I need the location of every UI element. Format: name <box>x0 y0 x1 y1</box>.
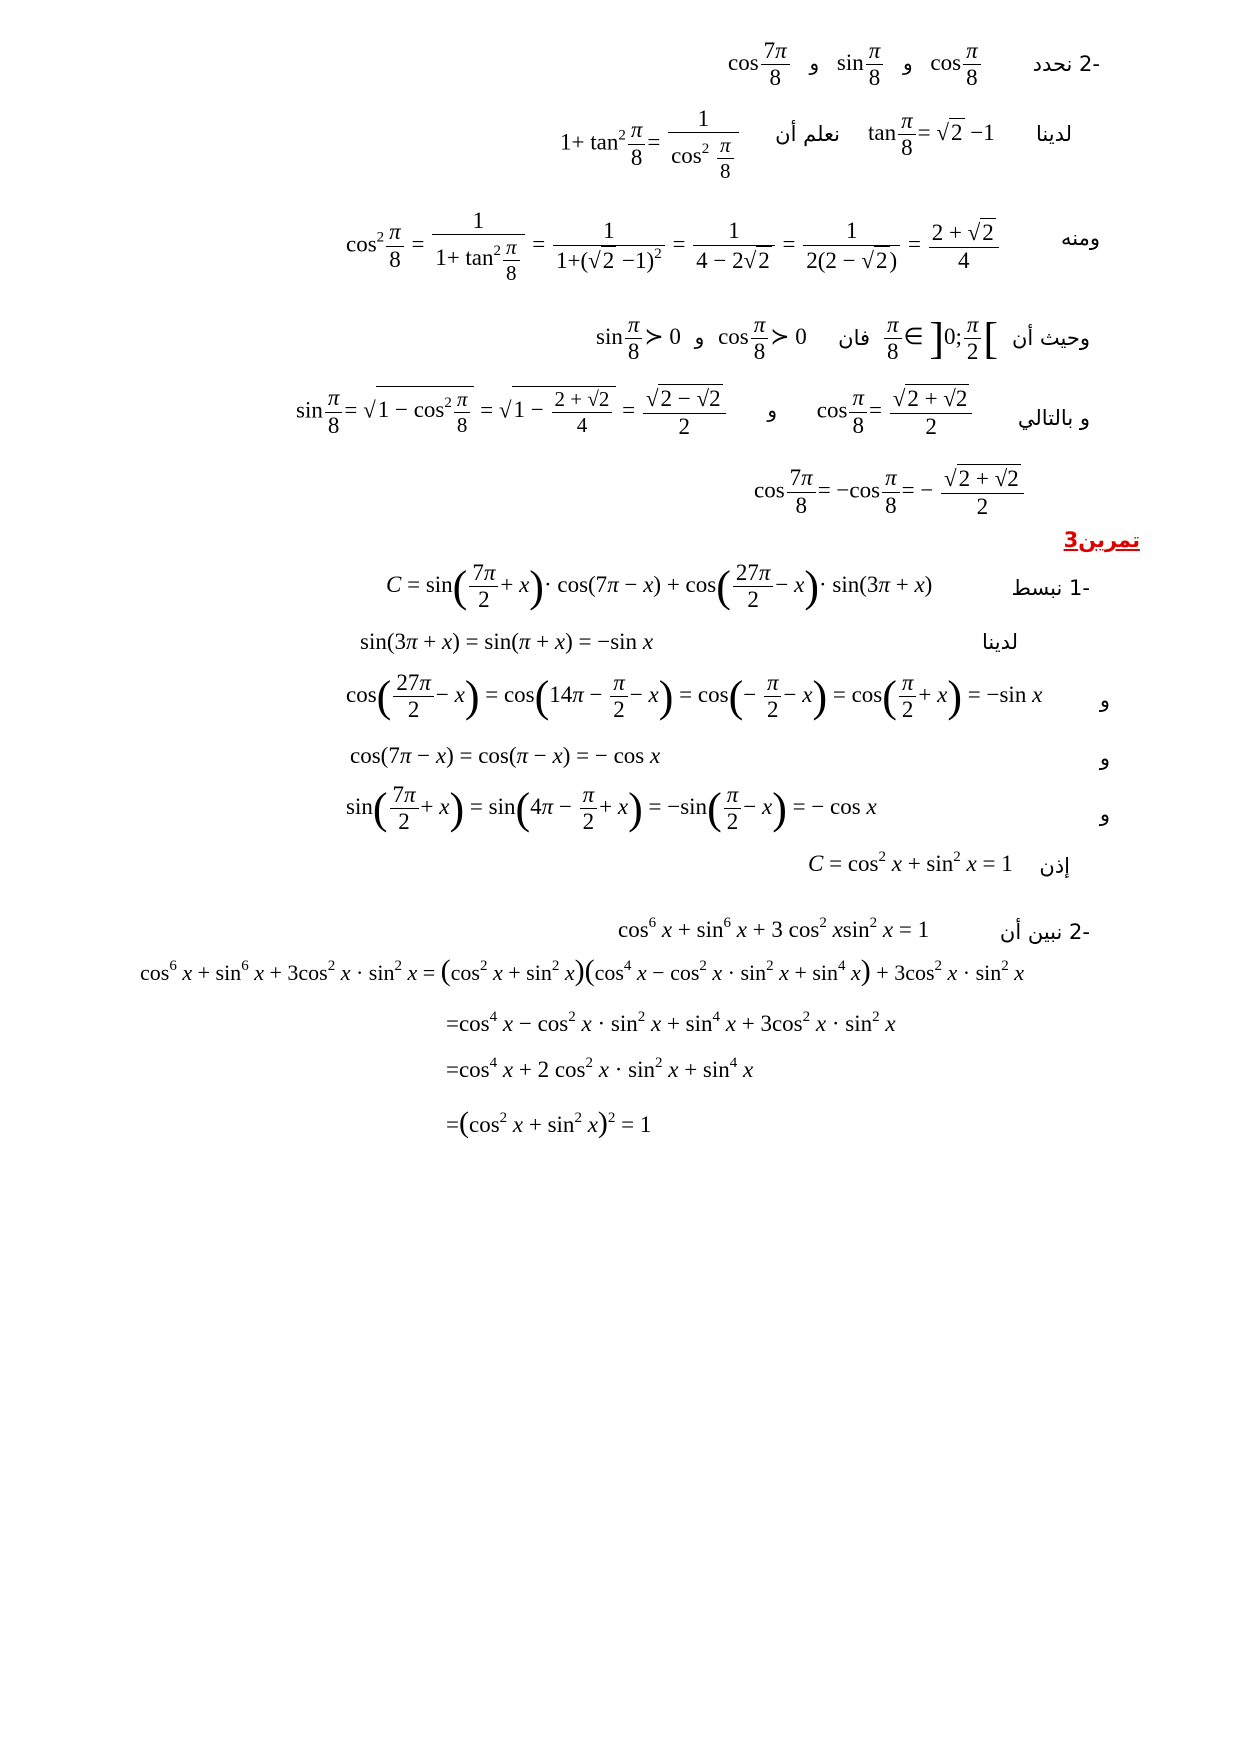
q2-step-1: $\cos^6 x + \sin^6 x + 3\cos^2$ $x \cdot \sin^2 x = (\cos^2$ $x + \sin^2 x)(\cos^4$ $x - \cos^2 x \cdot \sin^2 x + \sin^4 x) + 3\cos^2$ $x \cdot \sin^2 x$ <box>140 954 1025 987</box>
cos-27pi-2-minus-x: cos( $\frac{27\pi}{2}$ − x) = cos(14π − $\frac{\pi}{2}$ − x) = cos(− $\frac{\pi}{2}$ − x) = cos( $\frac{\pi}{2}$ + x) = −sin x <box>346 670 1043 723</box>
C-result: $C = \cos^2 x + \sin^2 x = 1$ <box>808 849 1013 876</box>
q1-label: -1 نبسط <box>1011 576 1090 600</box>
and-word: و <box>809 51 820 76</box>
and-word: و <box>767 398 778 423</box>
tan-pi-8-value: tan $\frac{\pi}{8}$ = √2 −1 <box>868 108 995 161</box>
q2-label: -2 نبين أن <box>999 920 1090 944</box>
and-word: و <box>903 51 913 76</box>
and-word: و <box>694 325 705 350</box>
sin-3pi-plus-x: sin(3π + x) = sin(π + x) = −sin x <box>360 629 654 654</box>
cos-7pi-minus-x: cos(7π − x) = cos(π − x) = − cos x <box>350 743 661 768</box>
q2-step-2: $=\cos^4$ $x - \cos^2 x \cdot \sin^2 x + \sin^4 x + 3\cos^2$ $x \cdot \sin^2 x$ <box>446 1009 896 1036</box>
q2-step-4: $=(\cos^2$ $x + \sin^2 x)^2 = 1$ <box>446 1106 652 1139</box>
therefore-label: و بالتالي <box>1017 406 1090 430</box>
then-label: فان <box>838 326 870 350</box>
and-label: و <box>1099 746 1110 770</box>
part2-label: -2 نحدد <box>1032 52 1100 76</box>
we-know-label: نعلم أن <box>775 122 840 146</box>
we-have-label-2: لدينا <box>981 630 1018 654</box>
interval-condition: $\frac{\pi}{8}$ ∈ ]0; $\frac{\pi}{2}$ [ <box>882 312 998 366</box>
and-label: و <box>1099 688 1110 712</box>
expression-C: C = sin( $\frac{7\pi}{2}$ + x)· cos(7π − x) + cos( $\frac{27\pi}{2}$ − x)· sin(3π + x) <box>386 560 933 613</box>
tan-identity: $1+ \tan^2$ $\frac{\pi}{8}$ = 1 $\cos^2$ $\frac{\pi}{8}$ <box>560 106 741 183</box>
q2-statement: $\cos^6 x + \sin^6 x + 3$ $\cos^2 xsin^2$ x = 1 <box>618 915 930 942</box>
sin-7pi-2-plus-x: sin( $\frac{7\pi}{2}$ + x) = sin(4π − $\frac{\pi}{2}$ + x) = −sin( $\frac{\pi}{2}$ − x) = − cos x <box>346 782 877 835</box>
so-label: إذن <box>1039 854 1070 878</box>
sign-conditions: sin $\frac{\pi}{8}$ ≻ 0 و cos $\frac{\pi}{8}$ ≻ 0 <box>596 312 807 365</box>
exercise3-title: تمرين3 <box>1063 528 1140 552</box>
since-label: وحيث أن <box>1011 326 1090 350</box>
cos-7pi-8-result: cos $\frac{7\pi}{8}$ = −cos $\frac{\pi}{8}$ = − $\frac{√2 + √2}{2}$ <box>754 464 1026 520</box>
sin-cos-results: sin $\frac{\pi}{8}$ = $√1 - \cos^2$ $\frac{\pi}{8}$ = √1 − $\frac{2 + √2}{4}$ = $\frac{√2 - √2}{2}$ و cos $\frac{\pi}{8}$ = $\frac{√2 + √2}{2}$ <box>296 384 974 440</box>
q2-step-3: $=\cos^4$ x + 2 $\cos^2 x \cdot \sin^2 x + \sin^4 x$ <box>446 1055 754 1082</box>
cos2-computation: $\cos^2$ $\frac{\pi}{8}$ = 1 $1+ \tan^2$ $\frac{\pi}{8}$ = $\frac{1}{1+(√2 -1)^2}$ = $\frac{1}{4 - 2√2}$ = $\frac{1}{2(2 - √2)}$ = $\frac{2 + √2}{4}$ <box>346 208 1001 285</box>
part2-targets: cos $\frac{7\pi}{8}$ و sin $\frac{\pi}{8}$ و cos $\frac{\pi}{8}$ <box>728 38 983 92</box>
hence-label: ومنه <box>1061 226 1100 250</box>
we-have-label: لدينا <box>1035 122 1072 146</box>
and-label: و <box>1099 802 1110 826</box>
